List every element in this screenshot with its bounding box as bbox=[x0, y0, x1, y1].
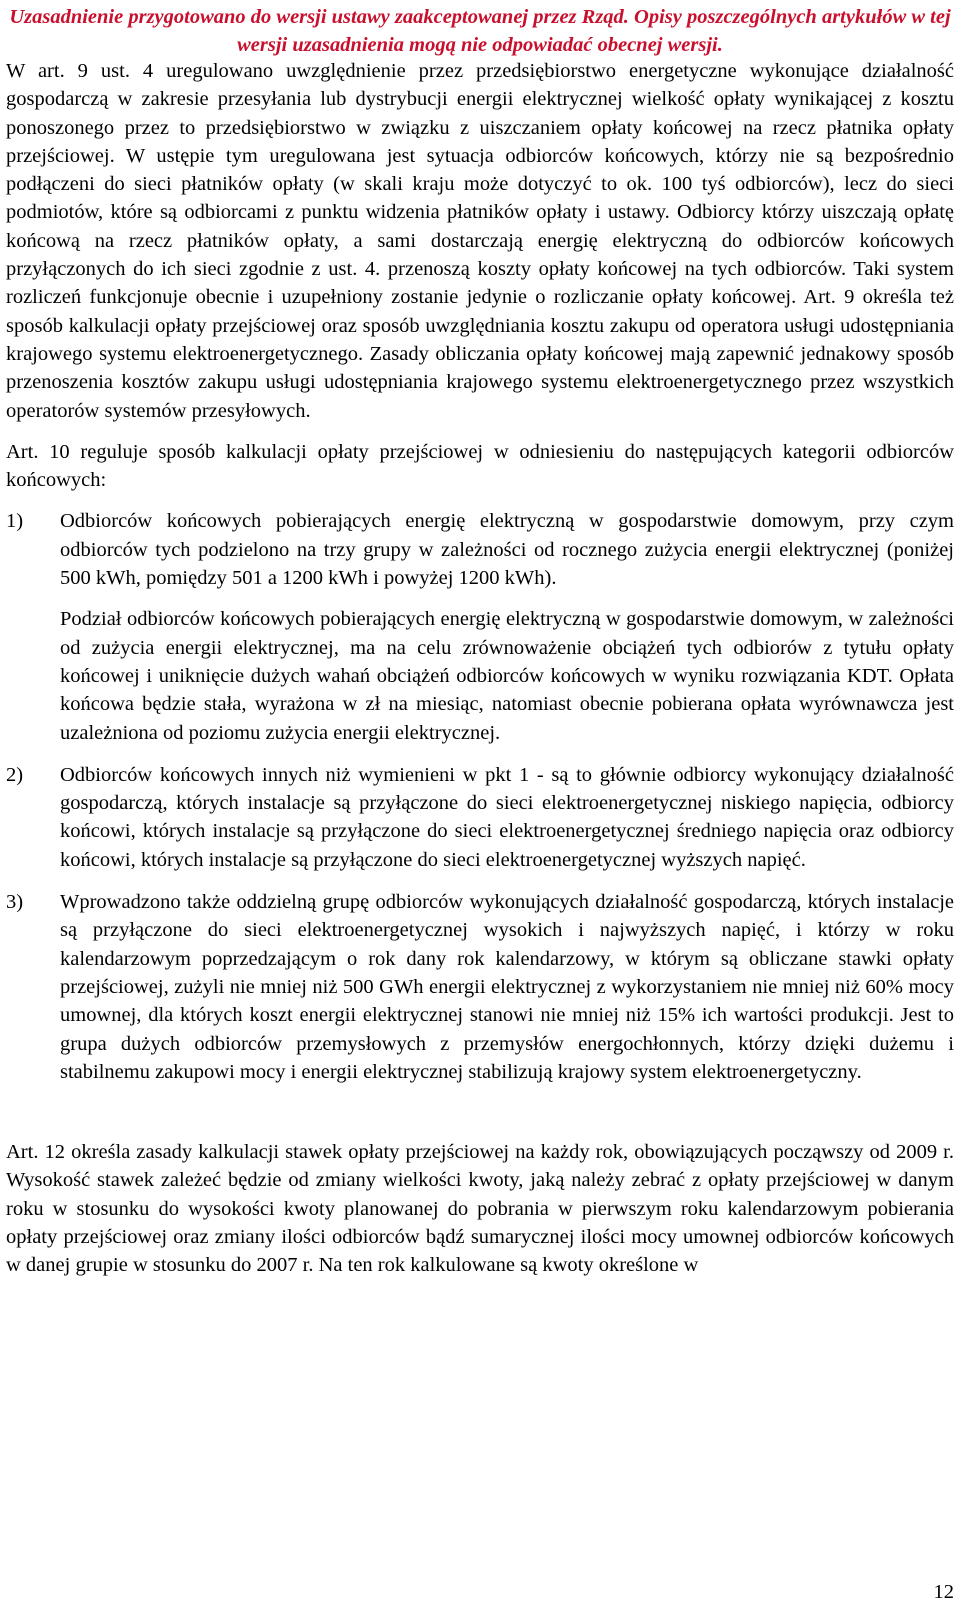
paragraph-art-9: W art. 9 ust. 4 uregulowano uwzględnienie przez przedsiębiorstwo energetyczne wykonujące działalność gospodarczą w zakresie przesyłania lub dystrybucji energii elektrycznej wielkość opłaty wynikającej z kosztu ponoszonego przez to przedsiębiorstwo w związku z uiszczaniem opłaty końcowej na rzecz płatnika opłaty przejściowej. W ustępie tym uregulowana jest sytuacja odbiorców końcowych, którzy nie są bezpośrednio podłączeni do sieci płatników opłaty (w skali kraju może dotyczyć to ok. 100 tyś odbiorców), lecz do sieci podmiotów, które są odbiorcami z punktu widzenia płatników opłaty i ustawy. Odbiorcy którzy uiszczają opłatę końcową na rzecz płatników opłaty, a sami dostarczają energię elektryczną do odbiorców końcowych przyłączonych do ich sieci zgodnie z ust. 4. przenoszą koszty opłaty końcowej na tych odbiorców. Taki system rozliczeń funkcjonuje obecnie i uzupełniony zostanie jedynie o rozliczanie opłaty końcowej. Art. 9 określa też sposób kalkulacji opłaty przejściowej oraz sposób uwzględniania kosztu zakupu od operatora usługi udostępniania krajowego systemu elektroenergetycznego. Zasady obliczania opłaty końcowej mają zapewnić jednakowy sposób przenoszenia kosztów zakupu usługi udostępniania krajowego systemu elektroenergetycznego przez wszystkich operatorów systemów przesyłowych. bbox=[6, 60, 954, 422]
list-item-number: 1) bbox=[6, 510, 24, 533]
version-disclaimer-note: Uzasadnienie przygotowano do wersji ustawy zaakceptowanej przez Rząd. Opisy poszczególnych artykułów w tej wersji uzasadnienia mogą nie odpowiadać obecnej wersji. bbox=[9, 6, 951, 56]
list-item-text: Wprowadzono także oddzielną grupę odbiorców wykonujących działalność gospodarczą, których instalacje są przyłączone do sieci elektroenergetycznej wysokich i najwyższych napięć, i którzy w roku kalendarzowym poprzedzającym o rok dany rok kalendarzowy, w którym są obliczane stawki opłaty przejściowej, zużyli nie mniej niż 500 GWh energii elektrycznej z wykorzystaniem nie mniej niż 60% mocy umownej, dla których koszt energii elektrycznej stanowi nie mniej niż 15% ich wartości produkcji. Jest to grupa dużych odbiorców przemysłowych z przemysłów energochłonnych, którzy dzięki dużemu i stabilnemu zakupowi mocy i energii elektrycznej stabilizują krajowy system elektroenergetyczny. bbox=[60, 891, 954, 1083]
list-item bbox=[6, 507, 954, 746]
list-item-number: 3) bbox=[6, 891, 24, 914]
page-number: 12 bbox=[933, 1581, 954, 1603]
paragraph-art-10: Art. 10 reguluje sposób kalkulacji opłaty przejściowej w odniesieniu do następujących kategorii odbiorców końcowych: bbox=[6, 440, 954, 492]
list-item-number: 2) bbox=[6, 763, 24, 786]
list-item bbox=[6, 888, 954, 1086]
paragraph-art-12: Art. 12 określa zasady kalkulacji stawek opłaty przejściowej na każdy rok, obowiązujących począwszy od 2009 r. Wysokość stawek zależeć będzie od zmiany wielkości kwoty, jaką należy zebrać z opłaty przejściowej w danym roku w stosunku do wysokości kwoty planowanej do pobrania w pierwszym roku kalendarzowym pobierania opłaty przejściowej oraz zmiany ilości odbiorców bądź sumarycznej ilości mocy umownej odbiorców końcowych w danej grupie w stosunku do 2007 r. Na ten rok kalkulowane są kwoty określone w bbox=[6, 1141, 954, 1277]
list-item bbox=[6, 761, 954, 874]
list-item-text: Odbiorców końcowych innych niż wymienieni w pkt 1 - są to głównie odbiorcy wykonujący działalność gospodarczą, których instalacje są przyłączone do sieci elektroenergetycznej niskiego napięcia, odbiorcy końcowi, których instalacje są przyłączone do sieci elektroenergetycznej średniego napięcia oraz odbiorcy końcowi, których instalacje są przyłączone do sieci elektroenergetycznej wyższych napięć. bbox=[60, 763, 954, 871]
list-item-explanation: Podział odbiorców końcowych pobierających energię elektryczną w gospodarstwie domowym, w zależności od zużycia energii elektrycznej, ma na celu zrównoważenie obciążeń tych odbiorów z tytułu opłaty końcowej i uniknięcie dużych wahań obciążeń odbiorców końcowych w wyniku rozwiązania KDT. Opłata końcowa będzie stała, wyrażona w zł na miesiąc, natomiast obecnie pobierana opłata wyrównawcza jest uzależniona od poziomu zużycia energii elektrycznej. bbox=[60, 608, 954, 744]
list-item-text: Odbiorców końcowych pobierających energię elektryczną w gospodarstwie domowym, przy czym odbiorców tych podzielono na trzy grupy w zależności od rocznego zużycia energii elektrycznej (poniżej 500 kWh, pomiędzy 501 a 1200 kWh i powyżej 1200 kWh). bbox=[60, 510, 954, 590]
document-body bbox=[6, 57, 954, 1280]
customer-categories-list bbox=[6, 507, 954, 1086]
